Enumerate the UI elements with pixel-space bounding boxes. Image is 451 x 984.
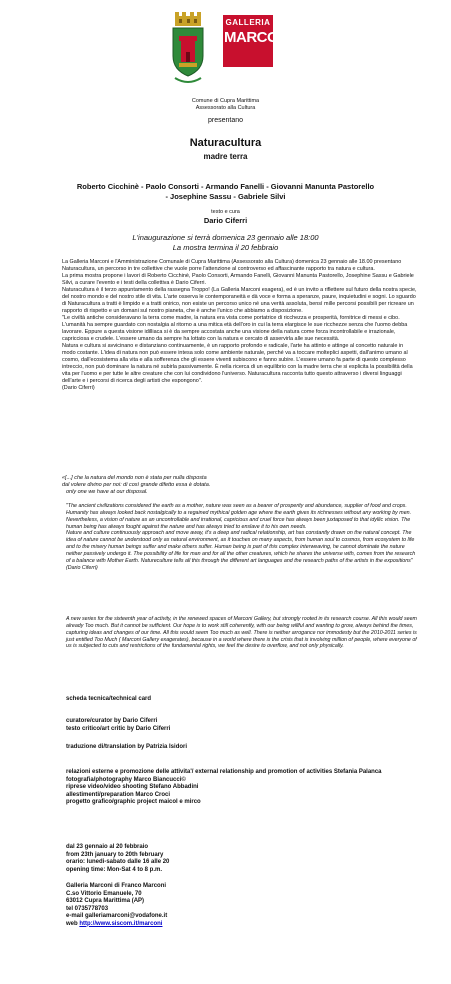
paragraph: A new series for the sixteenth year of activity, in the renewed spaces of Marconi Gallery, but strongly rooted in its research course. All this would seem already Too much. But it cannot be sufficient. Our hope is to work still coherently, with our being willful and wanting to grow, always behind the times, capturing ideas and changes of our time. All this would seem Too much as well. There is neither arrogance nor immodesty but the 2010-2011 series is just entitled Too Much ( Marconi Gallery exagerates), because in a world where there is the crisis that is involving million of people, where everyone of us is subjected to cuts and restrictions of the fundamental rights, we feel the desire to overflow, and not only physically. [66,616,417,650]
dates-block [0,233,451,253]
crest-branches [175,78,201,82]
quote-line: dal volere divino per noi: di così grande difetto essa è dotata. [62,482,211,488]
artists-line-2: - Josephine Sassu - Gabriele Silvi [165,192,286,201]
english-body-text [66,503,418,571]
gallery-contacts [66,883,426,928]
graphic-credit: progetto grafico/graphic project maicol e mirco [66,799,201,805]
gallery-phone: tel 0735778703 [66,905,109,912]
gallery-city: 63012 Cupra Marittima (AP) [66,898,145,904]
presentano-label: presentano [207,117,244,124]
italian-body-text [62,259,417,392]
paragraph: Nature and culture continuously approach and move away, it's a deep and radical relationship, art has constantly drawn on the natural concept. The idea of nature cannot be understood only as natural environment, as it touches on many aspects, from human soul to cosmos, from ecosystem to life and to the misery human beings suffer and make others suffer. Human being is part of this complex interweaving, he cannot dominate the nature neither passively undergo it. The possibility of life for man and for all the other creatures, which he shares the universe with, comes from the research of a balance with Mother Earth. Natureculture tells all this through the different art languages and the research paths of the artists in the expositions" [66,530,416,564]
paragraph: "Le civiltà antiche consideravano la terra come madre, la natura era vista come portatrice di ricchezza e prosperità, fornitrice di messi e cibo. L'umanità ha sempre guardato con nostalgia al ritorno a una mitica età dell'oro in cui la terra elargisce le sue ricchezze senza che l'uomo debba lavorare. Eppure a questa visione idilliaca si è da sempre accostata anche una visione della natura come forza incontrollabile e irrazionale, capricciosa e crudele. L'essere umano da sempre ha lottato con la natura e cercato di asservirla alle sue necessità. [62,315,408,342]
crest-crown [175,12,201,26]
gallery-address: C.so Vittorio Emanuele, 70 [66,890,142,897]
galleria-marconi-logo [223,15,293,67]
paragraph: "The ancient civilizations considered the earth as a mother, nature was seen as a bearer of prosperity and abundance, supplier of food and crops. Humanity has always looked back nostalgically to a regained mythical golden age where the earth gives its richnesses without any working by men. Nevertheless, a vision of nature as an uncontrollable and irrational, capricious and cruel force has always been juxtaposed to that idyllic vision. The human being has always fought against the nature and has always tried to enslave it to his own needs. [66,503,412,530]
setup-credit: allestimenti/preparation Marco Croci [66,791,171,798]
translation-credit: traduzione di/translation by Patrizia Isidori [66,744,188,750]
paragraph: Natura e cultura si avvicinano e distanziano continuamente, è un rapporto profondo e radicale, l'arte ha attinto e attinge al concetto naturale in modo costante. L'idea di natura non può essere intesa solo come ambiente naturale, perché va a toccare molteplici aspetti, dall'animo umano al cosmo, dall'ecosistema alla vita e alla sofferenza che gli essere viventi subiscono e fanno subire. L'essere umano fa parte di questo complesso intreccio, non può dominare la natura né subirla passivamente. È nella ricerca di un equilibrio con la madre terra che si esplicita la possibilità della vita per l'uomo e per tutte le altre creature che con lui condividono l'universo. Naturacultura racconta tutto questo attraverso i diversi linguaggi dell'arte e i percorsi di ricerca degli artisti che espongono". [62,343,413,384]
video-credit: riprese video/video shooting Stefano Abbadini [66,784,199,790]
paragraph: (Dario Ciferri) [62,385,95,391]
website-link[interactable]: http://www.siscom.it/marconi [79,920,163,927]
web-label: web [66,920,78,927]
closing-date: La mostra termina il 20 febbraio [172,243,279,252]
opening-info [66,844,426,874]
quote-line: «[...] che la natura del mondo non è stata per nulla disposta [62,475,207,481]
paragraph: Naturacultura è il terzo appuntamento della rassegna Troppo! (La Galleria Marconi esagera), ed è un invito a riflettere sul futuro della nostra specie, del nostro mondo e del nostro stile di vita. L'arte osserva le contemporaneità e dà voce e forma a speranze, paure, inquietudini e sogni. Lo sguardo di Naturacultura a tratti è limpido e a tratti onirico, non esiste un percorso unico né una verità assoluta, bensì mille percorsi possibili per ricreare un rapporto di rispetto e un domani sul nostro pianeta, che è anche l'unico che abbiamo a disposizione. [62,287,417,314]
logo-line1: GALLERIA [225,18,271,27]
english-series-text [66,616,418,650]
text-curation-label: testo e cura [211,209,240,215]
dates-it: dal 23 gennaio al 20 febbraio [66,844,149,850]
credits-staff [66,769,426,807]
municipal-crest-logo [171,10,205,86]
credits-curator [66,718,426,733]
artists-line-1: Roberto Cicchinè - Paolo Consorti - Armando Fanelli - Giovanni Manunta Pastorello [76,182,375,191]
comune-name: Comune di Cupra Marittima [191,98,260,104]
gallery-name: Galleria Marconi di Franco Marconi [66,883,167,889]
exhibition-subtitle: madre terra [203,152,248,161]
paragraph: La prima mostra propone i lavori di Roberto Cicchinè, Paolo Consorti, Armando Fanelli, Giovanni Manunta Pastorello, Josephine Sassu e Gabriele Silvi, a curare l'evento e i testi della collettiva è Dario Ciferri. [62,273,414,286]
assessorato-name: Assessorato alla Cultura [195,105,256,111]
photo-credit: fotografia/photography Marco Biancucci© [66,776,186,783]
inauguration-date: L'inaugurazione si terrà domenica 23 gennaio alle 18:00 [132,233,319,242]
artists-list [0,182,451,202]
hours-it: orario: lunedi-sabato dalle 16 alle 20 [66,859,170,865]
technical-card-heading: scheda tecnica/technical card [66,696,152,702]
paragraph: La Galleria Marconi e l'Amministrazione Comunale di Cupra Marittima (Assessorato alla Cultura) domenica 23 gennaio alle 18.00 presentano Naturacultura, un percorso in tre collettive che vuole porre l'attenzione al controverso ed affascinante rapporto tra natura e cultura. [62,259,402,272]
relations-credit: relazioni esterne e promozione delle attivita'/ external relationship and promotion of activities Stefania Palanca [66,769,382,775]
critic-credit: testo critico/art critic by Dario Ciferri [66,725,171,732]
quote-line: only one we have at our disposal. [66,489,148,495]
lucretius-quote [62,475,382,496]
dates-en: from 23th january to 20th february [66,851,164,858]
curator-credit: curatore/curator by Dario Ciferri [66,718,158,724]
gallery-email: e-mail galleriamarconi@vodafone.it [66,913,168,919]
hours-en: opening time: Mon-Sat 4 to 8 p.m. [66,866,162,873]
gallery-web [66,921,426,929]
exhibition-title: Naturacultura [189,137,262,149]
municipality-credit [0,98,451,112]
logo-line2: MARCONI [224,29,293,46]
paragraph: (Dario Ciferri) [66,564,98,571]
curator-name: Dario Ciferri [203,216,248,225]
